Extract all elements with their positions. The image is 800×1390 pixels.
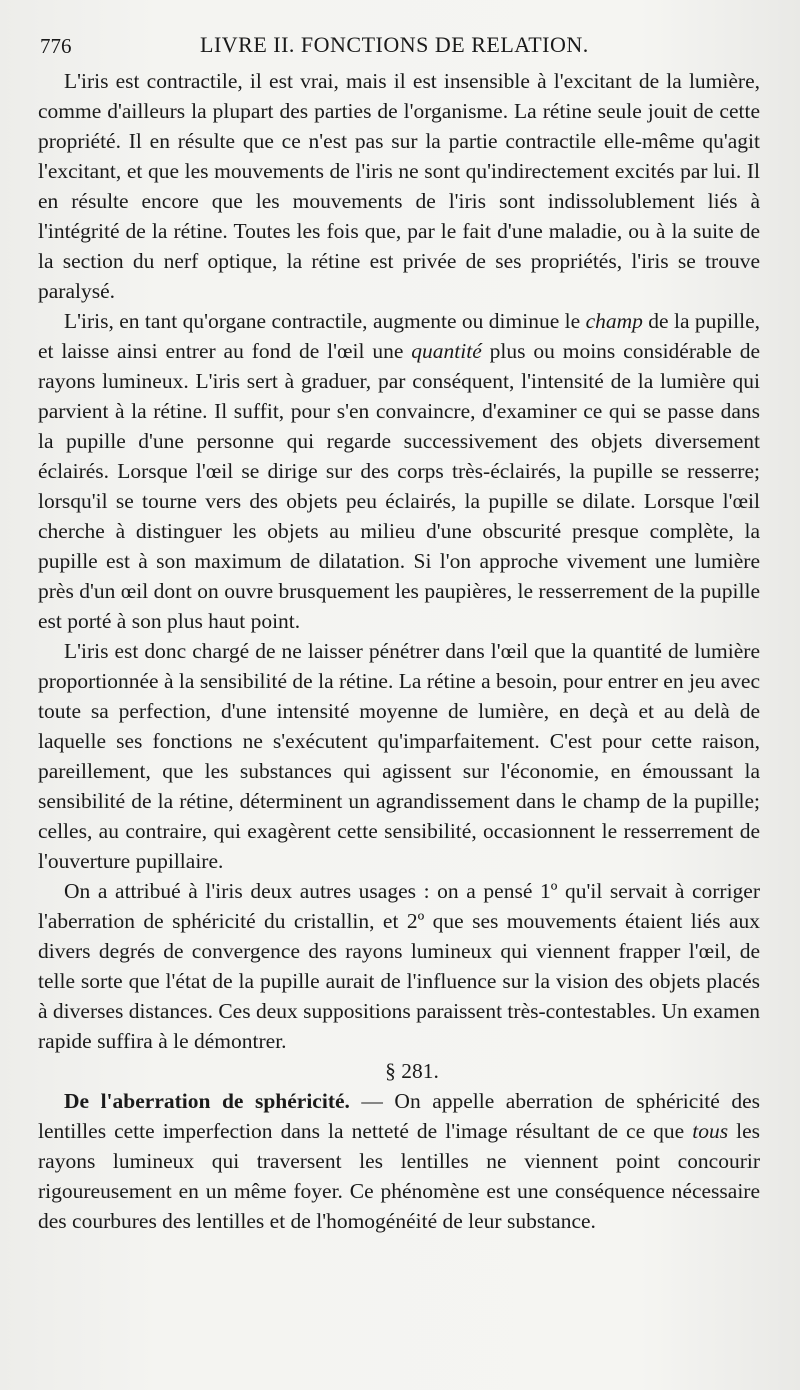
page-number: 776: [40, 34, 72, 58]
page-body: [38, 66, 760, 1236]
paragraph-2: [38, 306, 760, 636]
section-number: § 281.: [385, 1059, 439, 1083]
paragraph-4: On a attribué à l'iris deux autres usages : on a pensé 1º qu'il servait à corriger l'aberration de sphéricité du cristallin, et 2º que ses mouvements étaient liés aux divers degrés de convergence des rayons lumineux qui viennent frapper l'œil, de telle sorte que l'état de la pupille aurait de l'influence sur la vision des objets placés à diverses distances. Ces deux suppositions paraissent très-contestables. Un examen rapide suffira à le démontrer.: [38, 879, 760, 1053]
paragraph-5-text-a: — On appelle aberration de sphéricité des lentilles cette imperfection dans la netteté de l'image résultant de ce que: [38, 1089, 760, 1143]
section-heading: De l'aberration de sphéricité.: [64, 1089, 350, 1113]
paragraph-1: L'iris est contractile, il est vrai, mais il est insensible à l'excitant de la lumière, comme d'ailleurs la plupart des parties de l'organisme. La rétine seule jouit de cette propriété. Il en résulte que ce n'est pas sur la partie contractile elle-même qu'agit l'excitant, et que les mouvements de l'iris ne sont qu'indirectement excités par lui. Il en résulte encore que les mouvements de l'iris sont indissolublement liés à l'intégrité de la rétine. Toutes les fois que, par le fait d'une maladie, ou à la suite de la section du nerf optique, la rétine est privée de ses propriétés, l'iris se trouve paralysé.: [38, 69, 760, 303]
paragraph-3: L'iris est donc chargé de ne laisser pénétrer dans l'œil que la quantité de lumière proportionnée à la sensibilité de la rétine. La rétine a besoin, pour entrer en jeu avec toute sa perfection, d'une intensité moyenne de lumière, en deçà et au delà de laquelle ses fonctions ne s'exécutent qu'imparfaitement. C'est pour cette raison, pareillement, que les substances qui agissent sur l'économie, en émoussant la sensibilité de la rétine, déterminent un agrandissement dans le champ de la pupille; celles, au contraire, qui exagèrent cette sensibilité, occasionnent le resserrement de l'ouverture pupillaire.: [38, 639, 760, 873]
paragraph-5: [38, 1086, 760, 1236]
page-header: [40, 30, 760, 64]
paragraph-2-text-a: L'iris, en tant qu'organe contractile, augmente ou diminue le: [64, 309, 586, 333]
emphasis-champ: champ: [585, 309, 643, 333]
paragraph-2-text-c: plus ou moins considérable de rayons lumineux. L'iris sert à graduer, par conséquent, l'intensité de la lumière qui parvient à la rétine. Il suffit, pour s'en convaincre, d'examiner ce qui se passe dans la pupille d'une personne qui regarde successivement des objets diversement éclairés. Lorsque l'œil se dirige sur des corps très-éclairés, la pupille se resserre; lorsqu'il se tourne vers des objets peu éclairés, la pupille se dilate. Lorsque l'œil cherche à distinguer les objets au milieu d'une obscurité presque complète, la pupille est à son maximum de dilatation. Si l'on approche vivement une lumière près d'un œil dont on ouvre brusquement les paupières, le resserrement de la pupille est porté à son plus haut point.: [38, 339, 760, 633]
emphasis-quantite: quantité: [411, 339, 482, 363]
running-head: LIVRE II. FONCTIONS DE RELATION.: [200, 32, 589, 57]
paragraph-2-text-b: de la pupille, et laisse ainsi entrer au fond de l'œil une: [38, 309, 760, 363]
emphasis-tous: tous: [692, 1119, 729, 1143]
paragraph-5-text-b: les rayons lumineux qui traversent les lentilles ne viennent point concourir rigoureusement en un même foyer. Ce phénomène est une conséquence nécessaire des courbures des lentilles et de l'homogénéité de leur substance.: [38, 1119, 760, 1233]
